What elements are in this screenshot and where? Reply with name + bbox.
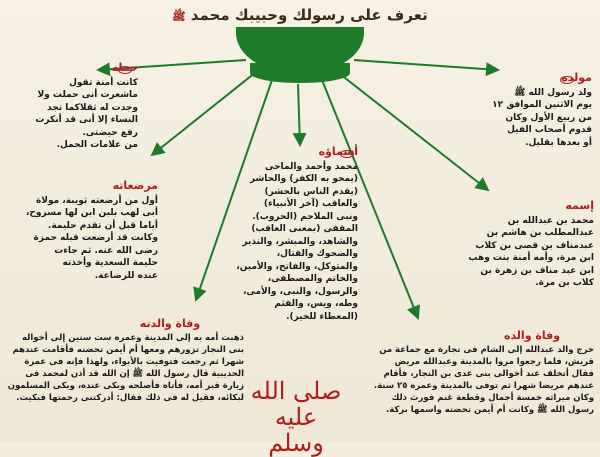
birth-line: ولد رسول الله ﷺ bbox=[514, 87, 592, 98]
ornament-icon bbox=[340, 150, 354, 158]
lineage-line: عبدمناف بن قصى بن كلاب bbox=[475, 240, 594, 251]
pregnancy-line: كانت أمنة تقول bbox=[69, 77, 138, 88]
names-line: والعاقب (آخر الأنبياء) bbox=[263, 199, 358, 209]
section-pregnancy bbox=[8, 62, 138, 152]
father-death-line: فقال أتخلف عند أخوالى بنى عدى بن النجار، فأقام bbox=[383, 369, 594, 379]
page-title bbox=[150, 6, 450, 26]
birth-line: يوم الاثنين الموافق ١٢ bbox=[492, 100, 592, 110]
lineage-line: عبدالمطلب بن هاشم بن bbox=[486, 228, 594, 238]
names-line: (يمحو به الكفر) والحاشر bbox=[249, 174, 358, 184]
nursing-line: رضى الله عنه. ثم جاءت bbox=[54, 245, 158, 256]
mother-death-line: لبكائه، فقيل له فى ذلك فقال: أدركتنى رحمتها فبكيت. bbox=[16, 393, 244, 403]
pregnancy-line: رفع حيضتى. bbox=[82, 127, 138, 138]
father-death-line: خرج والد عبدالله إلى الشام فى تجارة مع جماعة من bbox=[379, 345, 594, 355]
section-names bbox=[210, 146, 358, 323]
pregnancy-line: ماشعرت أنى حملت ولا bbox=[37, 90, 138, 100]
section-mother-death bbox=[6, 318, 244, 404]
names-line: والشاهد، والمبشر، والنذير bbox=[242, 236, 358, 247]
pregnancy-line: من علامات الحمل. bbox=[56, 140, 138, 150]
section-father-death bbox=[350, 330, 594, 416]
nursing-line: حليمة السعدية وأخذته bbox=[62, 258, 158, 268]
mother-death-line: شهرا ثم رجعت فتوفيت بالأبواء، ولهذا فإنه فى عمرة bbox=[24, 357, 244, 367]
father-death-line: عندهم مريضا شهرا ثم توفى بالمدينة وعمره ٢٥ سنة. bbox=[373, 381, 594, 391]
names-line: (المعطاء للخير). bbox=[286, 311, 358, 322]
lineage-line: ابن مرة، وأمه أمنة بنت وهب bbox=[468, 253, 594, 263]
nursing-line: أول من أرضعته ثويبة، مولاة bbox=[35, 195, 158, 206]
father-death-heading: وفاة والده bbox=[503, 329, 561, 342]
lineage-heading: إسمه bbox=[565, 199, 594, 212]
salawat-line: عليه وسلم bbox=[268, 403, 324, 457]
nursing-line: أبى لهب بلبن ابن لها مسروح، bbox=[25, 208, 158, 218]
father-death-line: وكان ميراثه خمسة أجمال وقطعة غنم فورث ذلك bbox=[391, 393, 594, 403]
names-line: والمتوكل، والفاتح، والأمين، bbox=[236, 261, 358, 272]
title-honorific: ﷺ bbox=[172, 10, 186, 23]
central-hub bbox=[236, 27, 364, 73]
section-birth bbox=[468, 72, 592, 149]
birth-heading: مولده bbox=[561, 71, 592, 84]
pregnancy-line: وجدت له ثقلاكما تجد bbox=[47, 102, 138, 113]
salawat-line: صلى الله bbox=[250, 377, 342, 405]
lineage-line: كلاب بن مرة. bbox=[535, 278, 594, 288]
nursing-heading: مرضعاته bbox=[112, 179, 158, 192]
pregnancy-heading: حمله bbox=[111, 61, 138, 74]
father-death-line: رسول الله ﷺ وكانت أم أيمن تحضنه واسمها بركة. bbox=[385, 405, 594, 415]
mother-death-line: بنى النجار تزورهم ومعها أم أيمن تحضنه فأقامت عندهم bbox=[12, 345, 244, 355]
lineage-line: محمد بن عبدالله بن bbox=[507, 215, 594, 226]
names-line: محمد وأحمد والماحى bbox=[264, 161, 358, 172]
names-line: والخاتم والمصطفى، bbox=[267, 274, 358, 284]
section-nursing bbox=[6, 180, 158, 282]
section-lineage bbox=[454, 200, 594, 290]
nursing-line: عنده للرضاعة. bbox=[94, 270, 158, 281]
names-heading: أسماؤه bbox=[318, 145, 358, 158]
birth-line: قدوم أصحاب الفيل bbox=[507, 125, 592, 135]
nursing-line: أياما قبل أن تقدم حليمة. bbox=[47, 220, 158, 231]
names-line: المقفى (بمعنى العاقب) bbox=[251, 224, 358, 234]
title-text: تعرف على رسولك وحبيبك محمد bbox=[190, 6, 428, 24]
birth-line: أو بعدها بقليل. bbox=[525, 137, 592, 148]
mother-death-line: زيارة قبر أمه، فأتاه فأصلحه وبكى عنده، وبكى المسلمون bbox=[7, 381, 244, 391]
pregnancy-line: النساء إلا أنى قد أنكرت bbox=[35, 115, 138, 125]
birth-line: من ربيع الأول وكان bbox=[505, 112, 592, 123]
names-line: (يقدم الناس بالحشر) bbox=[264, 186, 358, 197]
names-line: ونبى الملاحم (الحروب). bbox=[252, 211, 358, 222]
mother-death-heading: وفاة والدته bbox=[139, 317, 201, 330]
lineage-line: ابن عبد مناف بن زهرة بن bbox=[480, 265, 594, 276]
father-death-line: قريش، فلما رجعوا مروا بالمدينة وعبدالله مريض bbox=[394, 357, 594, 367]
names-line: والضحوك والقتال، bbox=[276, 249, 358, 259]
ornament-icon bbox=[560, 76, 574, 84]
mother-death-line: ذهبت أمه به إلى المدينة وعمره ست سنين إلى أخواله bbox=[21, 333, 244, 343]
names-line: وطه، ويس، والقثم bbox=[274, 299, 358, 309]
ornament-icon bbox=[118, 66, 132, 74]
names-line: والرسول، والنبى، والأمى، bbox=[242, 286, 358, 297]
mother-death-line: الحديبية قال رسول الله ﷺ إن الله قد أذن لمحمد فى bbox=[25, 369, 244, 379]
nursing-line: وكانت قد أرضعت قبله حمزة bbox=[33, 233, 158, 243]
salawat-calligraphy bbox=[250, 377, 342, 457]
